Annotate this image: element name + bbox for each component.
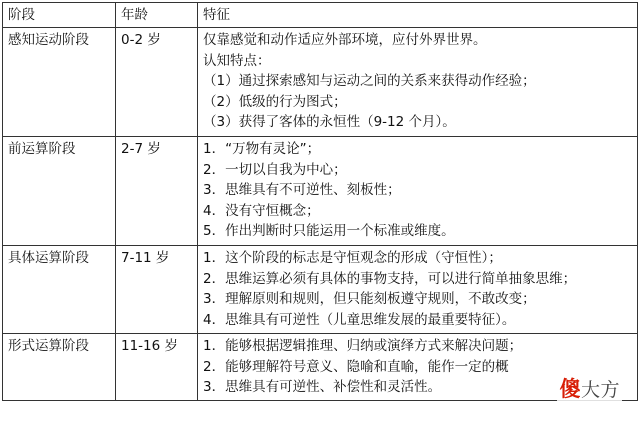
- features-cell: [198, 246, 638, 334]
- features-cell: [198, 28, 638, 137]
- feature-line: 3．思维具有可逆性、补偿性和灵活性。: [203, 379, 442, 395]
- age-cell: 0-2 岁: [116, 28, 198, 137]
- feature-line: 2．思维运算必须有具体的事物支持，可以进行简单抽象思维；: [203, 270, 577, 287]
- watermark-char: 傻: [559, 377, 581, 401]
- feature-line: （1）通过探索感知与运动之间的关系来获得动作经验；: [203, 73, 536, 89]
- header-age: 年龄: [116, 3, 198, 28]
- watermark-text: 大方: [580, 379, 620, 401]
- feature-line: 1．能够根据逻辑推理、归纳或演绎方式来解决问题；: [203, 338, 523, 354]
- table-row: [3, 334, 638, 401]
- age-cell: 7-11 岁: [116, 246, 198, 334]
- feature-line: 3．思维具有不可逆性、刻板性；: [203, 182, 401, 198]
- feature-line: 3．理解原则和规则，但只能刻板遵守规则，不敢改变；: [203, 291, 536, 307]
- age-cell: 2-7 岁: [116, 137, 198, 246]
- stage-cell: 形式运算阶段: [3, 334, 116, 401]
- header-stage: 阶段: [3, 3, 116, 28]
- table-row: [3, 28, 638, 137]
- table-row: [3, 246, 638, 334]
- features-cell: [198, 137, 638, 246]
- feature-line: 4．思维具有可逆性（儿童思维发展的最重要特征）。: [203, 311, 516, 328]
- feature-line: 认知特点：: [203, 52, 271, 69]
- feature-line: （3）获得了客体的永恒性（9-12 个月）。: [203, 114, 456, 130]
- feature-line: 2．一切以自我为中心；: [203, 161, 347, 178]
- stage-cell: 具体运算阶段: [3, 246, 116, 334]
- feature-line: 5．作出判断时只能运用一个标准或维度。: [203, 223, 455, 239]
- feature-line: 1．这个阶段的标志是守恒观念的形成（守恒性）；: [203, 250, 502, 266]
- feature-line: 2．能够理解符号意义、隐喻和直喻，能作一定的概: [203, 358, 509, 375]
- feature-line: （2）低级的行为图式；: [203, 93, 347, 110]
- cognitive-stages-table: [2, 2, 638, 401]
- age-cell: 11-16 岁: [116, 334, 198, 401]
- feature-line: 4．没有守恒概念；: [203, 202, 320, 219]
- stage-cell: 感知运动阶段: [3, 28, 116, 137]
- feature-line: 1．“万物有灵论”；: [203, 141, 321, 157]
- watermark-logo: [557, 373, 622, 403]
- table-row: [3, 137, 638, 246]
- feature-line: 仅靠感觉和动作适应外部环境，应付外界世界。: [203, 32, 487, 48]
- stage-cell: 前运算阶段: [3, 137, 116, 246]
- header-features: 特征: [198, 3, 638, 28]
- table-header-row: [3, 3, 638, 28]
